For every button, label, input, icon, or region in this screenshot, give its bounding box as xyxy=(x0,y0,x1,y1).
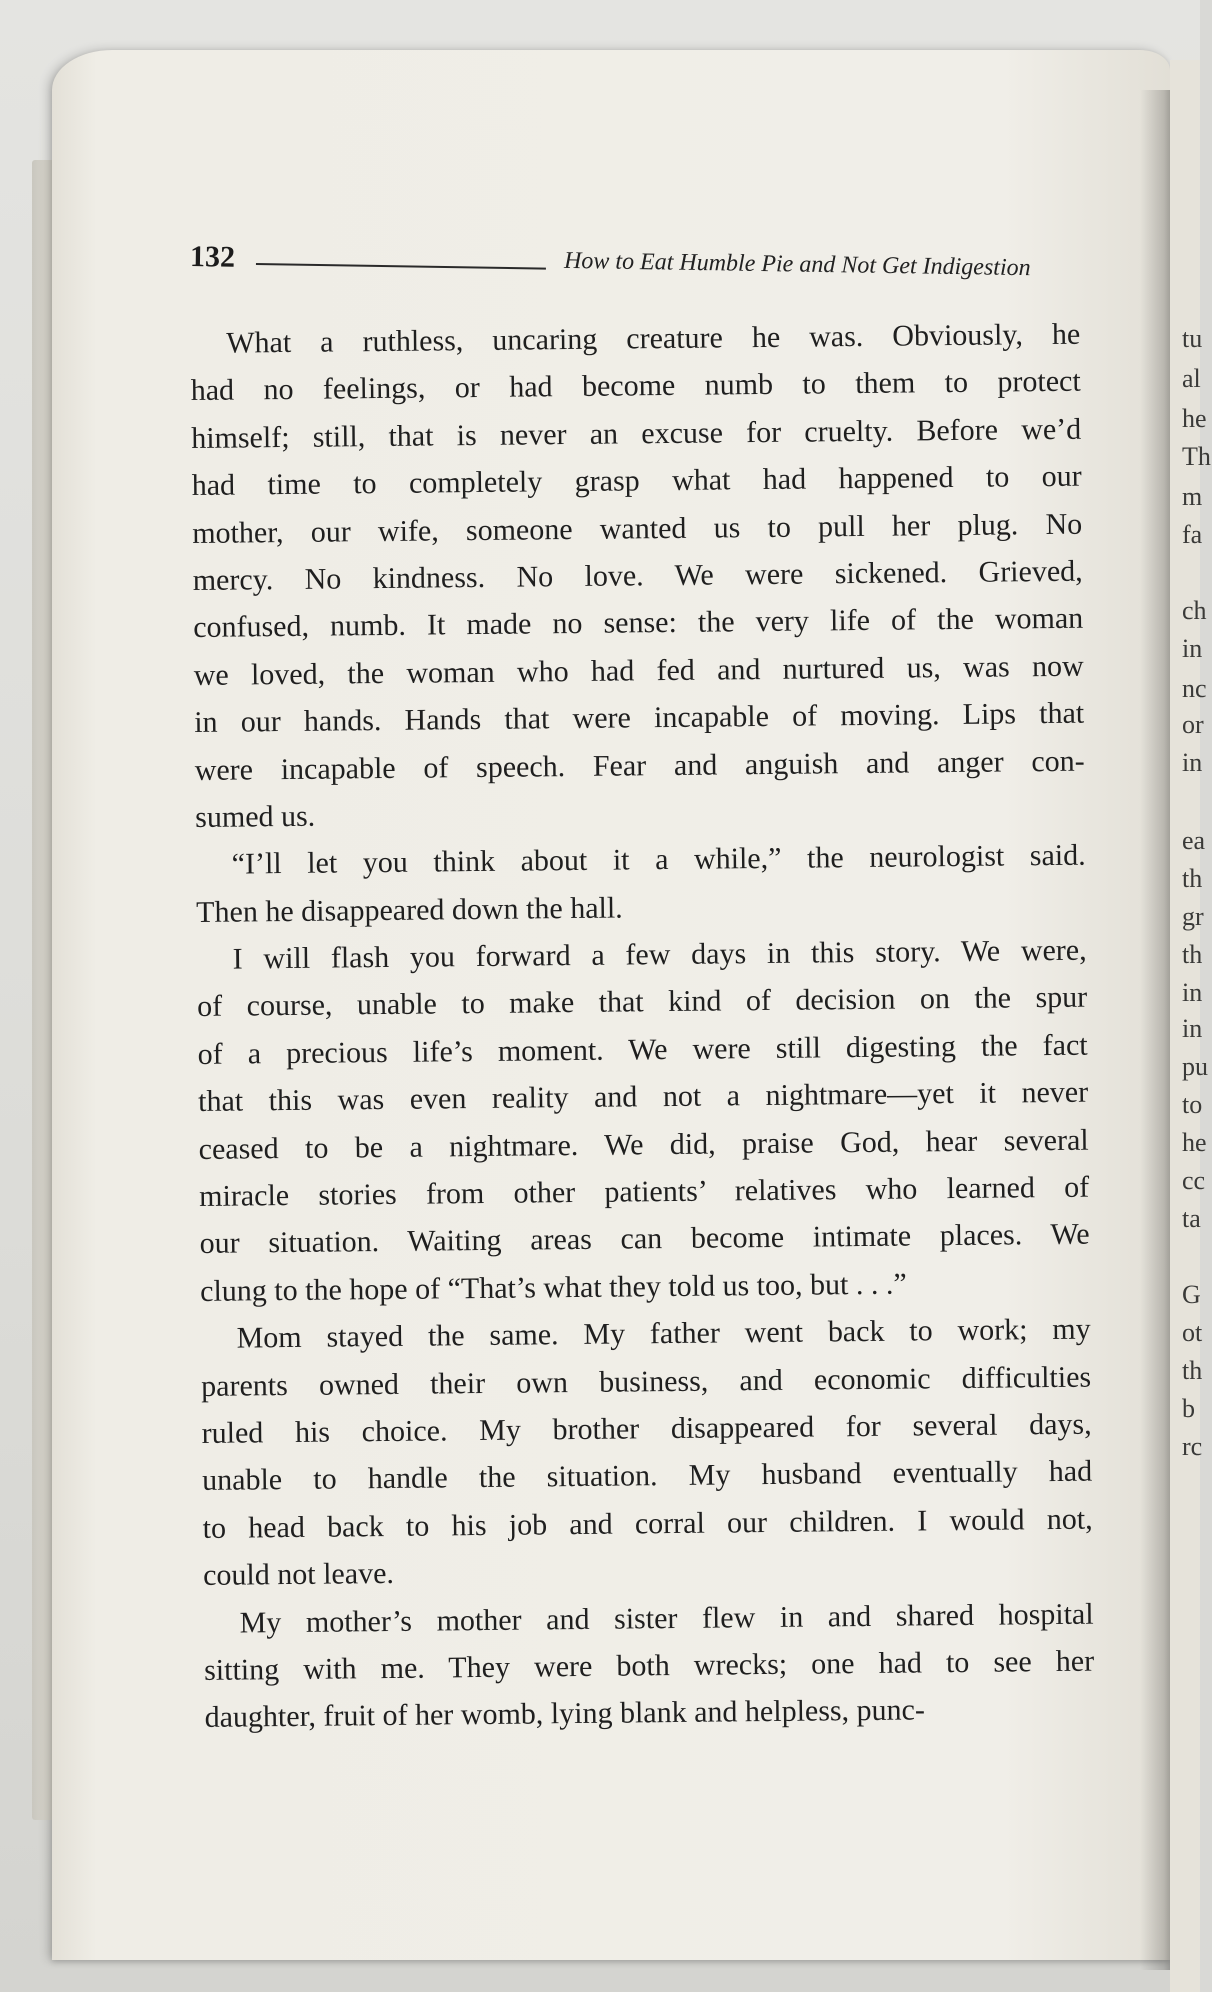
facing-page-fragment: al xyxy=(1182,364,1201,393)
facing-page-fragment: he xyxy=(1182,1128,1207,1157)
facing-page-fragment: or xyxy=(1182,710,1204,739)
paragraph xyxy=(196,927,1090,1315)
facing-page-fragment: ot xyxy=(1182,1318,1203,1347)
facing-page-fragment: he xyxy=(1182,404,1207,433)
text-line: were incapable of speech. Fear and anguish and anger con- xyxy=(194,744,1085,787)
facing-page-fragment: pu xyxy=(1182,1052,1208,1081)
text-line: My mother’s mother and sister flew in and shared hospital xyxy=(239,1597,1094,1640)
facing-page-fragment: G xyxy=(1182,1280,1201,1309)
text-line: to head back to his job and corral our children. I would not, xyxy=(202,1502,1093,1545)
text-line: sumed us. xyxy=(195,799,316,834)
text-line: sitting with me. They were both wrecks; one had to see her xyxy=(203,1644,1095,1687)
spine-shadow xyxy=(1140,90,1174,1970)
header-rule xyxy=(256,263,546,270)
text-line: “I’ll let you think about it a while,” the neurologist said. xyxy=(231,838,1086,881)
text-line: confused, numb. It made no sense: the very life of the woman xyxy=(193,602,1084,645)
text-line: that this was even reality and not a nightmare—yet it never xyxy=(198,1075,1089,1119)
text-line: I will flash you forward a few days in this story. We were, xyxy=(232,933,1087,976)
facing-page-fragment: fa xyxy=(1182,520,1203,549)
text-line: had no feelings, or had become numb to them to protect xyxy=(190,365,1081,408)
facing-page-fragment: ch xyxy=(1182,596,1207,625)
facing-page-fragment: in xyxy=(1182,634,1203,663)
facing-page-fragment: th xyxy=(1182,864,1203,893)
text-line: daughter, fruit of her womb, lying blank and helpless, punc- xyxy=(204,1693,926,1735)
page-number: 132 xyxy=(189,240,236,274)
facing-page-fragment: Th xyxy=(1182,442,1211,471)
text-line: could not leave. xyxy=(202,1557,395,1593)
facing-page-fragment: in xyxy=(1182,978,1203,1007)
facing-page-fragment: ta xyxy=(1182,1204,1201,1233)
facing-page-fragment: in xyxy=(1182,1014,1203,1043)
facing-page-fragment: rc xyxy=(1182,1432,1203,1461)
text-line: in our hands. Hands that were incapable of moving. Lips that xyxy=(194,696,1085,740)
text-line: ruled his choice. My brother disappeared for several days, xyxy=(201,1407,1092,1450)
text-line: parents owned their own business, and economic difficulties xyxy=(200,1360,1092,1403)
facing-page-edge xyxy=(1170,60,1211,1992)
facing-page-fragment: th xyxy=(1182,940,1203,969)
facing-page-fragment: cc xyxy=(1182,1166,1206,1195)
text-line: clung to the hope of “That’s what they told us too, but . . .” xyxy=(199,1267,907,1308)
paragraph xyxy=(195,832,1086,936)
facing-page-fragment: th xyxy=(1182,1356,1203,1385)
facing-page-fragment: gr xyxy=(1182,902,1204,931)
text-line: Mom stayed the same. My father went back to work; my xyxy=(236,1312,1091,1355)
text-line: Then he disappeared down the hall. xyxy=(196,891,623,929)
text-line: mother, our wife, someone wanted us to pull her plug. No xyxy=(192,507,1083,550)
text-line: himself; still, that is never an excuse for cruelty. Before we’d xyxy=(191,412,1082,455)
facing-page-fragment: to xyxy=(1182,1090,1203,1119)
text-line: unable to handle the situation. My husband eventually had xyxy=(201,1454,1093,1498)
text-line: we loved, the woman who had fed and nurtured us, was now xyxy=(193,649,1084,692)
facing-page-fragment: in xyxy=(1182,748,1203,777)
running-head: How to Eat Humble Pie and Not Get Indigestion xyxy=(563,247,1031,282)
facing-page-fragment: tu xyxy=(1182,324,1203,353)
facing-page-fragment: b xyxy=(1182,1394,1195,1423)
text-line: What a ruthless, uncaring creature he was. Obviously, he xyxy=(226,317,1081,360)
text-line: our situation. Waiting areas can become intimate places. We xyxy=(199,1218,1090,1261)
text-line: mercy. No kindness. No love. We were sickened. Grieved, xyxy=(192,554,1083,597)
facing-page-fragment: m xyxy=(1182,482,1203,511)
paragraph xyxy=(190,311,1085,842)
facing-page-fragment: nc xyxy=(1182,674,1207,703)
text-line: had time to completely grasp what had happened to our xyxy=(191,459,1082,503)
text-line: miracle stories from other patients’ relatives who learned of xyxy=(199,1170,1090,1213)
paragraph xyxy=(203,1590,1094,1741)
facing-page-fragment: ea xyxy=(1182,826,1206,855)
text-line: of a precious life’s moment. We were still digesting the fact xyxy=(197,1028,1088,1071)
text-line: ceased to be a nightmare. We did, praise God, hear several xyxy=(198,1123,1089,1166)
text-line: of course, unable to make that kind of decision on the spur xyxy=(197,981,1088,1024)
paragraph xyxy=(200,1306,1093,1600)
body-text xyxy=(190,311,1095,1742)
